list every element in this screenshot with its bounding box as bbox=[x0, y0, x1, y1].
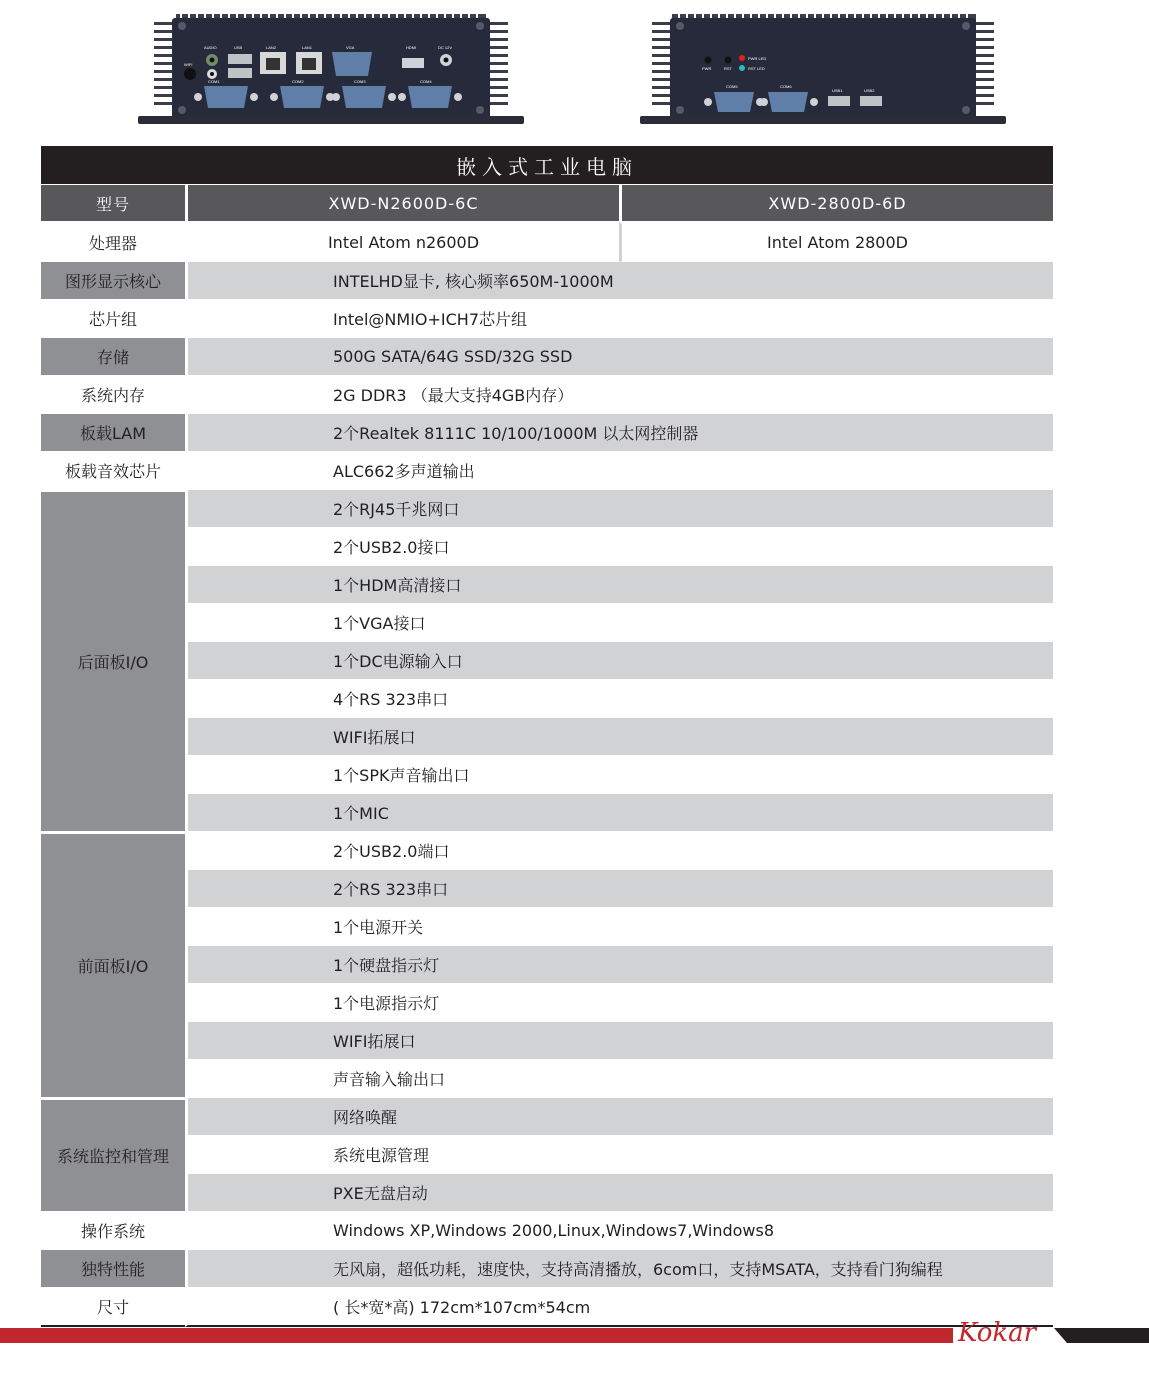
usb-port bbox=[228, 54, 252, 64]
rear-io-row bbox=[41, 566, 1053, 604]
spec-row bbox=[41, 300, 1053, 338]
rear-panel-photo bbox=[136, 12, 526, 128]
rear-io-item: 1个SPK声音输出口 bbox=[185, 756, 1053, 794]
title-row bbox=[41, 146, 1053, 185]
front-io-row bbox=[41, 870, 1053, 908]
svg-text:WIFI: WIFI bbox=[184, 62, 193, 67]
front-io-item: 2个RS 323串口 bbox=[185, 870, 1053, 908]
svg-text:COM4: COM4 bbox=[420, 79, 432, 84]
model-row bbox=[41, 185, 1053, 222]
hdmi-port bbox=[402, 58, 424, 68]
wifi-port bbox=[184, 68, 196, 80]
front-io-item: 1个电源开关 bbox=[185, 908, 1053, 946]
spec-label: 尺寸 bbox=[41, 1288, 185, 1327]
rear-io-row bbox=[41, 528, 1053, 566]
spec-label: 板载音效芯片 bbox=[41, 452, 185, 490]
spec-label: 芯片组 bbox=[41, 300, 185, 338]
spec-row bbox=[41, 414, 1053, 452]
table-title: 嵌入式工业电脑 bbox=[41, 146, 1053, 185]
front-io-row bbox=[41, 946, 1053, 984]
front-io-row bbox=[41, 908, 1053, 946]
front-io-row bbox=[41, 984, 1053, 1022]
spec-value: 2G DDR3 （最大支持4GB内存） bbox=[185, 376, 1053, 414]
rear-io-item: 1个HDM高清接口 bbox=[185, 566, 1053, 604]
com6-port bbox=[768, 92, 808, 112]
footer-dark-bar-slant bbox=[1054, 1328, 1067, 1343]
rear-io-row bbox=[41, 490, 1053, 528]
rear-io-row bbox=[41, 794, 1053, 832]
spec-row bbox=[41, 376, 1053, 414]
spec-label: 独特性能 bbox=[41, 1250, 185, 1288]
svg-text:AUDIO: AUDIO bbox=[204, 45, 217, 50]
rear-io-label: 后面板I/O bbox=[41, 490, 185, 832]
svg-text:LAN2: LAN2 bbox=[266, 45, 277, 50]
svg-text:RST LED: RST LED bbox=[748, 66, 765, 71]
svg-text:PWR LED: PWR LED bbox=[748, 56, 767, 61]
rear-io-item: 1个DC电源输入口 bbox=[185, 642, 1053, 680]
rear-io-item: 2个RJ45千兆网口 bbox=[185, 490, 1053, 528]
spec-row bbox=[41, 1288, 1053, 1327]
spec-row bbox=[41, 338, 1053, 376]
rst-button bbox=[725, 57, 732, 64]
monitor-row bbox=[41, 1136, 1053, 1174]
svg-text:DC 12V: DC 12V bbox=[438, 45, 453, 50]
front-io-label: 前面板I/O bbox=[41, 832, 185, 1098]
spec-label: 操作系统 bbox=[41, 1212, 185, 1250]
spec-label: 存储 bbox=[41, 338, 185, 376]
svg-text:RST: RST bbox=[724, 66, 732, 71]
cpu-model-a: Intel Atom n2600D bbox=[185, 222, 619, 262]
spec-row bbox=[41, 452, 1053, 490]
front-panel-photo bbox=[638, 12, 1008, 128]
monitor-item: PXE无盘启动 bbox=[185, 1174, 1053, 1212]
rear-io-item: 1个MIC bbox=[185, 794, 1053, 832]
cpu-label: 处理器 bbox=[41, 222, 185, 262]
rear-io-row bbox=[41, 642, 1053, 680]
spec-value: ( 长*宽*高) 172cm*107cm*54cm bbox=[185, 1288, 1053, 1327]
rear-io-item: 2个USB2.0接口 bbox=[185, 528, 1053, 566]
svg-text:HDMI: HDMI bbox=[406, 45, 417, 50]
monitor-item: 网络唤醒 bbox=[185, 1098, 1053, 1136]
monitor-row bbox=[41, 1174, 1053, 1212]
svg-text:USB: USB bbox=[234, 45, 243, 50]
front-panel-body bbox=[670, 18, 976, 120]
front-io-row bbox=[41, 832, 1053, 870]
spec-label: 图形显示核心 bbox=[41, 262, 185, 300]
svg-text:COM6: COM6 bbox=[780, 84, 792, 89]
rear-io-item: 4个RS 323串口 bbox=[185, 680, 1053, 718]
spec-row bbox=[41, 1250, 1053, 1288]
front-io-item: 声音输入输出口 bbox=[185, 1060, 1053, 1098]
spec-value: 500G SATA/64G SSD/32G SSD bbox=[185, 338, 1053, 376]
rear-io-item: WIFI拓展口 bbox=[185, 718, 1053, 756]
brand-logo: Kokar bbox=[958, 1318, 1037, 1348]
cpu-row bbox=[41, 222, 1053, 262]
svg-text:USB2: USB2 bbox=[864, 88, 875, 93]
spec-row bbox=[41, 1212, 1053, 1250]
com5-port bbox=[714, 92, 754, 112]
spec-table bbox=[41, 146, 1053, 1327]
svg-text:LAN1: LAN1 bbox=[302, 45, 313, 50]
spec-label: 板载LAM bbox=[41, 414, 185, 452]
svg-text:USB1: USB1 bbox=[832, 88, 843, 93]
usb2-port bbox=[860, 96, 882, 106]
spec-value: ALC662多声道输出 bbox=[185, 452, 1053, 490]
front-io-item: 1个硬盘指示灯 bbox=[185, 946, 1053, 984]
pwr-led bbox=[739, 55, 745, 61]
rear-io-row bbox=[41, 604, 1053, 642]
usb1-port bbox=[828, 96, 850, 106]
spec-value: INTELHD显卡, 核心频率650M-1000M bbox=[185, 262, 1053, 300]
pwr-button bbox=[705, 57, 712, 64]
vga-port bbox=[332, 52, 372, 76]
model-a: XWD-N2600D-6C bbox=[185, 185, 619, 222]
spec-value: Windows XP,Windows 2000,Linux,Windows7,Windows8 bbox=[185, 1212, 1053, 1250]
svg-text:COM3: COM3 bbox=[354, 79, 366, 84]
spec-row bbox=[41, 262, 1053, 300]
rear-io-row bbox=[41, 718, 1053, 756]
svg-text:PWR: PWR bbox=[702, 66, 712, 71]
rst-led bbox=[739, 65, 745, 71]
front-io-item: WIFI拓展口 bbox=[185, 1022, 1053, 1060]
model-label: 型号 bbox=[41, 185, 185, 222]
spec-label: 系统内存 bbox=[41, 376, 185, 414]
svg-text:COM2: COM2 bbox=[292, 79, 304, 84]
spec-value: 无风扇，超低功耗，速度快，支持高清播放，6com口，支持MSATA，支持看门狗编程 bbox=[185, 1250, 1053, 1288]
monitor-row bbox=[41, 1098, 1053, 1136]
footer-red-bar bbox=[0, 1328, 953, 1343]
spec-value: 2个Realtek 8111C 10/100/1000M 以太网控制器 bbox=[185, 414, 1053, 452]
rear-io-row bbox=[41, 756, 1053, 794]
spec-value: Intel@NMIO+ICH7芯片组 bbox=[185, 300, 1053, 338]
monitor-label: 系统监控和管理 bbox=[41, 1098, 185, 1212]
rear-io-row bbox=[41, 680, 1053, 718]
footer-dark-bar bbox=[1054, 1328, 1149, 1343]
front-io-item: 2个USB2.0端口 bbox=[185, 832, 1053, 870]
svg-text:COM5: COM5 bbox=[726, 84, 738, 89]
cpu-model-b: Intel Atom 2800D bbox=[619, 222, 1053, 262]
rear-io-item: 1个VGA接口 bbox=[185, 604, 1053, 642]
front-io-row bbox=[41, 1022, 1053, 1060]
svg-text:VGA: VGA bbox=[346, 45, 355, 50]
model-b: XWD-2800D-6D bbox=[619, 185, 1053, 222]
monitor-item: 系统电源管理 bbox=[185, 1136, 1053, 1174]
svg-text:COM1: COM1 bbox=[208, 79, 220, 84]
front-io-row bbox=[41, 1060, 1053, 1098]
front-io-item: 1个电源指示灯 bbox=[185, 984, 1053, 1022]
